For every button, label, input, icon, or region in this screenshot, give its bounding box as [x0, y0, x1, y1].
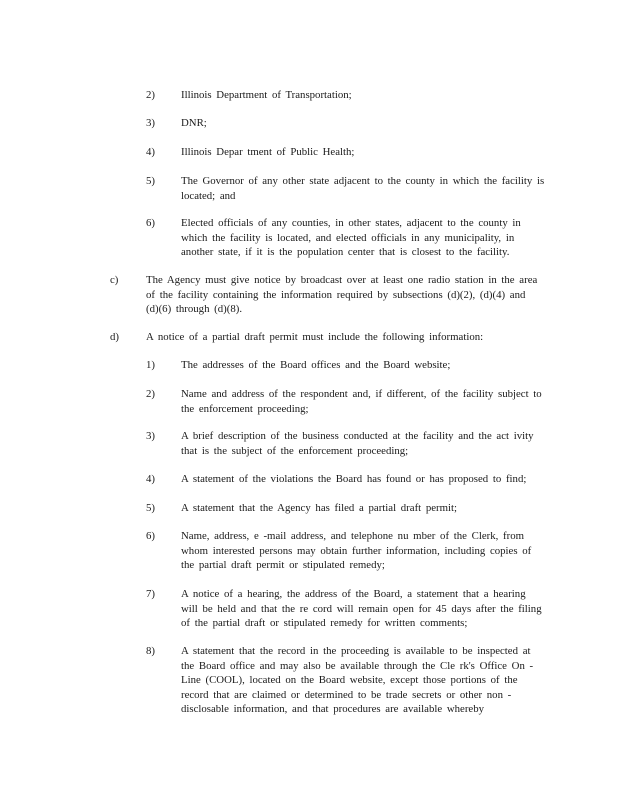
item-letter: d): [110, 331, 119, 343]
item-number: 2): [146, 388, 155, 400]
item-text: A statement of the violations the Board has found or has proposed to find;: [181, 473, 527, 485]
item-text: The addresses of the Board offices and the Board website;: [181, 359, 451, 371]
item-text: The Governor of any other state adjacent to the county in which the facility is located; and: [181, 175, 545, 202]
item-text: A brief description of the business conducted at the facility and the act ivity that is the subject of the enforcement proceeding;: [181, 430, 534, 457]
item-number: 5): [146, 502, 155, 514]
item-number: 1): [146, 359, 155, 371]
item-text: Name and address of the respondent and, if different, of the facility subject to the enforcement proceeding;: [181, 388, 542, 415]
item-text: Elected officials of any counties, in other states, adjacent to the county in which the facility is located, and elected officials in any municipality, in another state, if it is the population center that is closest to the facility.: [181, 217, 521, 258]
item-text: Illinois Depar tment of Public Health;: [181, 146, 355, 158]
item-text: DNR;: [181, 117, 207, 129]
item-number: 4): [146, 146, 155, 158]
item-number: 5): [146, 175, 155, 187]
item-text: Illinois Department of Transportation;: [181, 89, 352, 101]
item-number: 3): [146, 430, 155, 442]
item-text: Name, address, e -mail address, and telephone nu mber of the Clerk, from whom interested persons may obtain further information, including copies of the partial draft permit or stipulated remedy;: [181, 530, 532, 571]
item-number: 3): [146, 117, 155, 129]
item-text: A notice of a hearing, the address of the Board, a statement that a hearing will be held and that the re cord will remain open for 45 days after the filing of the partial draft or stipulated remedy for written comments;: [181, 588, 542, 629]
item-number: 4): [146, 473, 155, 485]
item-number: 6): [146, 530, 155, 542]
item-number: 2): [146, 89, 155, 101]
item-letter: c): [110, 274, 119, 286]
item-text: The Agency must give notice by broadcast over at least one radio station in the area of the facility containing the information required by subsections (d)(2), (d)(4) and (d)(6) through (d)(8).: [146, 274, 538, 315]
item-text: A statement that the Agency has filed a partial draft permit;: [181, 502, 458, 514]
item-text: A notice of a partial draft permit must include the following information:: [146, 331, 484, 343]
item-number: 6): [146, 217, 155, 229]
item-text: A statement that the record in the proceeding is available to be inspected at the Board office and may also be available through the Cle rk's Office On - Line (COOL), located on the Board website, except those portions of the record that are claimed or determined to be trade secrets or other non - disclosable information, and that procedures are available whereby: [181, 645, 534, 715]
item-number: 7): [146, 588, 155, 600]
item-number: 8): [146, 645, 155, 657]
